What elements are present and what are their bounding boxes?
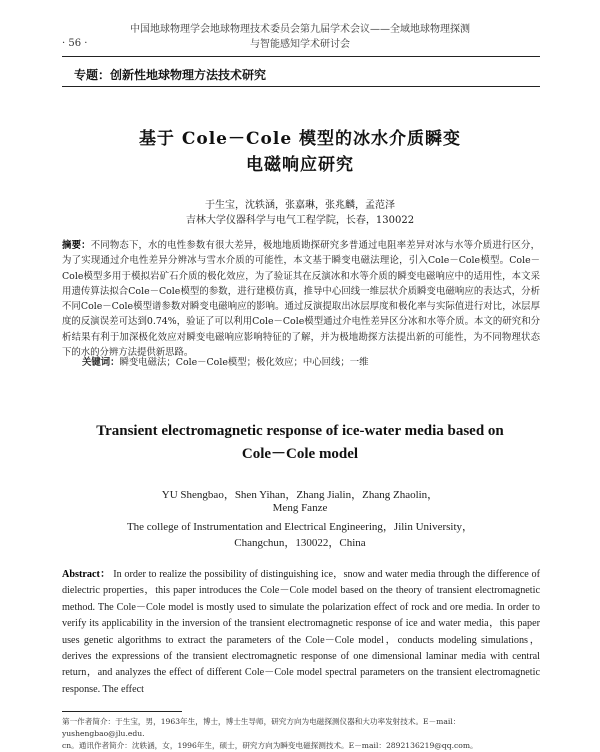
footnote-line-1: 第一作者简介：于生宝，男，1963年生，博士，博士生导师，研究方向为电磁探测仪器和大功率发射技术。E－mail：yushengbao@jlu.edu. xyxy=(62,717,461,738)
footnote xyxy=(62,716,540,752)
running-header xyxy=(0,22,600,52)
running-header-line-2: 与智能感知学术研讨会 xyxy=(250,39,350,50)
en-authors-line-2: Meng Fanze xyxy=(272,502,328,514)
cn-keywords-text: 瞬变电磁法；Cole－Cole模型；极化效应；中心回线；一维 xyxy=(119,357,369,368)
cn-keywords-label: 关键词： xyxy=(82,357,120,368)
en-abstract-text: In order to realize the possibility of distinguishing ice，snow and water media through the difference of dielectric properties，this paper introduces the Cole－Cole model based on the theory of transient electromagnetic method. The Cole－Cole model is mostly used to simulate the polarization effect of rock and ore media. In order to verify its applicability in the inversion of the transient electromagnetic response of ice and water media，this paper uses genetic algorithms to extract the parameters of the Cole－Cole model，conducts modeling simulations，derives the expressions of the transient electromagnetic response of one dimensional laminar media with central return，and analyzes the effect of different Cole－Cole model spectral parameters on the transient electromagnetic response. The effect xyxy=(62,569,541,695)
footnote-line-2: cn。通讯作者简介：沈轶涵，女，1996年生，硕士，研究方向为瞬变电磁探测技术。E－mail：2892136219@qq.com。 xyxy=(62,741,478,750)
running-header-line-1: 中国地球物理学会地球物理技术委员会第九届学术会议——全域地球物理探测 xyxy=(130,24,470,35)
cn-abstract-text: 不同物态下，水的电性参数有很大差异，极地地质勘探研究多普通过电阻率差异对冰与水等介质进行区分，为了实现通过介电性差异分辨冰与雪水介质的可能性，本文基于瞬变电磁法理论，引入Cole－Cole模型。Cole－Cole模型多用于模拟岩矿石介质的极化效应，为了验证其在反演冰和水等介质的瞬变电磁响应中的适用性，本文采用遗传算法拟合Cole－Cole模型的参数，进行建模仿真，推导中心回线一维层状介质瞬变电磁响应的表达式，分析不同Cole－Cole模型谱参数对瞬变电磁响应的影响。通过反演提取出冰层厚度和极化率与实际值进行对比，冰层厚度的反演误差可达到0.74%，验证了可以利用Cole－Cole模型通过介电性差异区分冰和水等介质。本文的研究和分析结果有利于加深极化效应对瞬变电磁响应影响特征的了解，并为极地勘探方法提出新的可能性，为不同物理状态下的水的分辨方法提供新思路。 xyxy=(62,240,540,359)
en-abstract-label: Abstract： xyxy=(62,569,111,580)
page-number: · 56 · xyxy=(62,38,88,49)
en-abstract xyxy=(62,567,540,698)
cn-keywords xyxy=(82,354,369,368)
cn-authors: 于生宝，沈轶涵，张嘉琳，张兆麟，孟范泽 xyxy=(205,200,395,211)
header-rule xyxy=(62,56,540,57)
cn-title-line-2: 电磁响应研究 xyxy=(246,155,354,175)
cn-abstract-label: 摘要： xyxy=(62,240,91,251)
en-title-line-2: Cole－Cole model xyxy=(241,446,359,462)
cn-affiliation: 吉林大学仪器科学与电气工程学院，长春，130022 xyxy=(185,215,415,226)
footnote-rule xyxy=(62,711,182,712)
cn-abstract xyxy=(62,238,540,360)
section-rule xyxy=(62,86,540,87)
en-title-line-1: Transient electromagnetic response of ice-water media based on xyxy=(96,423,504,439)
cn-title-line-1: 基于 Cole－Cole 模型的冰水介质瞬变 xyxy=(138,129,462,149)
section-label: 专题：创新性地球物理方法技术研究 xyxy=(74,68,267,82)
en-affiliation-line-1: The college of Instrumentation and Electrical Engineering，Jilin University， xyxy=(126,521,474,533)
en-authors: YU Shengbao，Shen Yihan，Zhang Jialin，Zhang Zhaolin， xyxy=(161,489,439,501)
en-affiliation-line-2: Changchun，130022，China xyxy=(234,537,366,549)
